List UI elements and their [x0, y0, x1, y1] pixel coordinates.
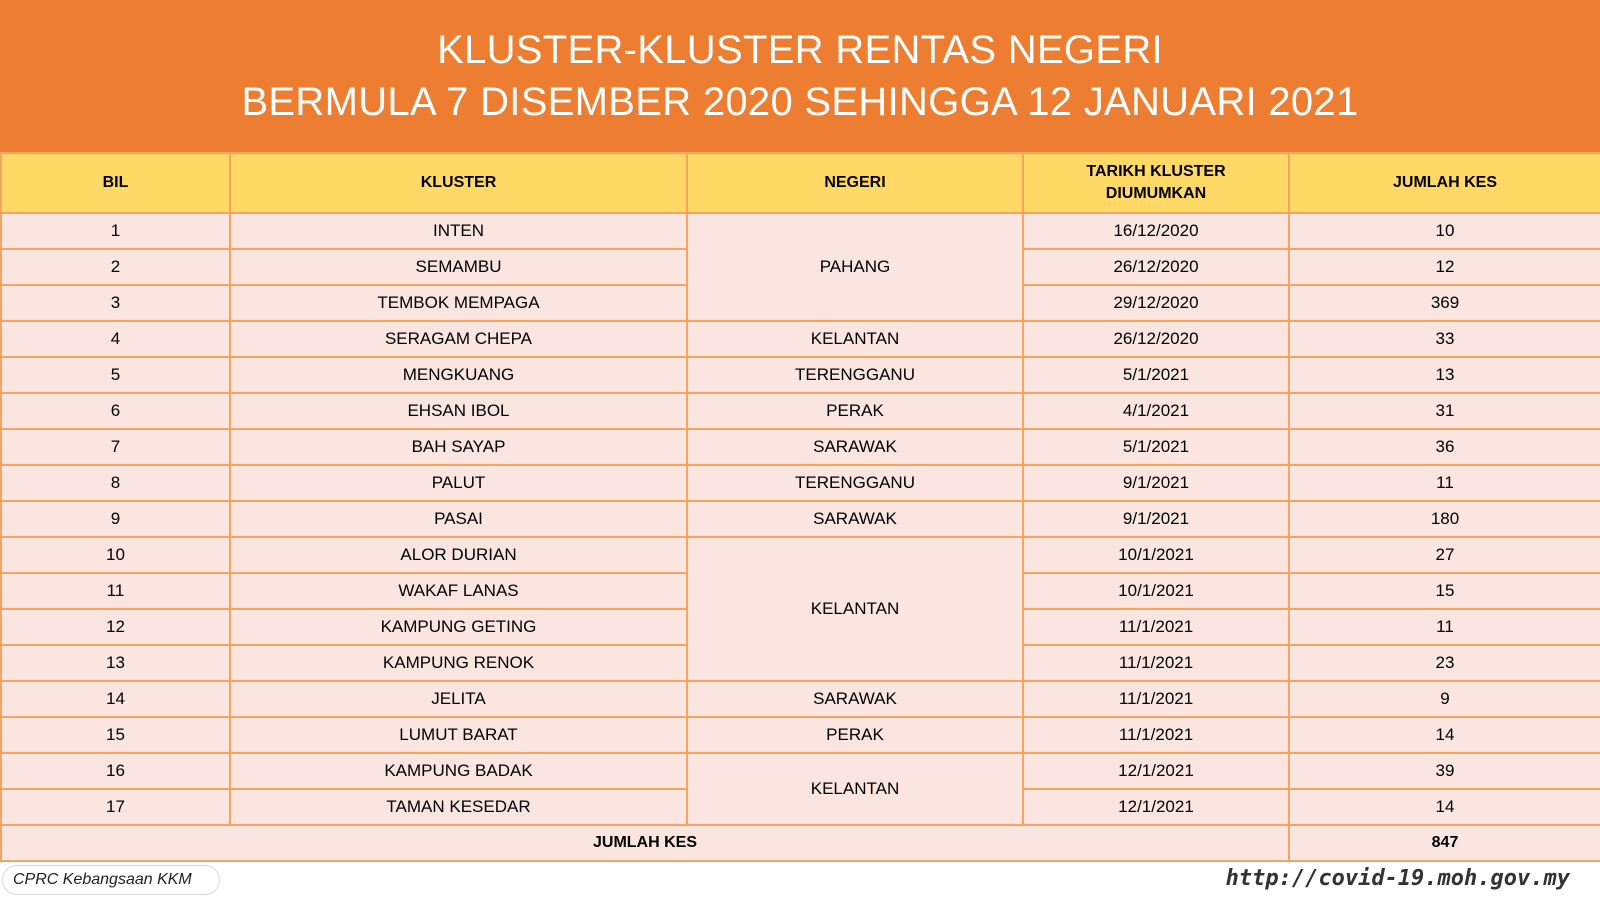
header-negeri: NEGERI — [687, 153, 1023, 213]
cell-tarikh: 9/1/2021 — [1023, 465, 1289, 501]
total-value: 847 — [1289, 825, 1600, 861]
table-row — [1, 465, 1600, 501]
cell-bil: 12 — [1, 609, 230, 645]
cell-tarikh: 11/1/2021 — [1023, 717, 1289, 753]
cell-bil: 17 — [1, 789, 230, 825]
cell-kluster: KAMPUNG RENOK — [230, 645, 687, 681]
cell-kluster: LUMUT BARAT — [230, 717, 687, 753]
cell-tarikh: 29/12/2020 — [1023, 285, 1289, 321]
cell-bil: 11 — [1, 573, 230, 609]
cell-bil: 6 — [1, 393, 230, 429]
cell-negeri: SARAWAK — [687, 681, 1023, 717]
table-row — [1, 717, 1600, 753]
cell-kluster: MENGKUANG — [230, 357, 687, 393]
title-line-1: KLUSTER-KLUSTER RENTAS NEGERI — [437, 28, 1163, 72]
cell-kluster: ALOR DURIAN — [230, 537, 687, 573]
cell-bil: 4 — [1, 321, 230, 357]
cell-jumlah-kes: 12 — [1289, 249, 1600, 285]
cell-tarikh: 16/12/2020 — [1023, 213, 1289, 249]
cell-tarikh: 11/1/2021 — [1023, 645, 1289, 681]
cell-kluster: PALUT — [230, 465, 687, 501]
cell-jumlah-kes: 33 — [1289, 321, 1600, 357]
cell-tarikh: 5/1/2021 — [1023, 429, 1289, 465]
header-kluster: KLUSTER — [230, 153, 687, 213]
cell-kluster: SEMAMBU — [230, 249, 687, 285]
cell-bil: 15 — [1, 717, 230, 753]
cell-bil: 7 — [1, 429, 230, 465]
cell-jumlah-kes: 10 — [1289, 213, 1600, 249]
cell-tarikh: 26/12/2020 — [1023, 321, 1289, 357]
header-jumlah: JUMLAH KES — [1289, 153, 1600, 213]
cell-kluster: KAMPUNG GETING — [230, 609, 687, 645]
cell-jumlah-kes: 14 — [1289, 789, 1600, 825]
table-row — [1, 213, 1600, 249]
cell-bil: 9 — [1, 501, 230, 537]
cell-bil: 8 — [1, 465, 230, 501]
cell-negeri: KELANTAN — [687, 537, 1023, 681]
cell-jumlah-kes: 13 — [1289, 357, 1600, 393]
cell-jumlah-kes: 23 — [1289, 645, 1600, 681]
cell-jumlah-kes: 39 — [1289, 753, 1600, 789]
cell-negeri: PERAK — [687, 393, 1023, 429]
cell-bil: 10 — [1, 537, 230, 573]
table-header-row — [1, 153, 1600, 213]
cell-negeri: SARAWAK — [687, 429, 1023, 465]
header-tarikh-line-1: TARIKH KLUSTER — [1086, 163, 1226, 180]
table-row — [1, 393, 1600, 429]
cell-bil: 3 — [1, 285, 230, 321]
table-row — [1, 681, 1600, 717]
cell-kluster: JELITA — [230, 681, 687, 717]
header-bil: BIL — [1, 153, 230, 213]
cell-tarikh: 11/1/2021 — [1023, 609, 1289, 645]
title-line-2: BERMULA 7 DISEMBER 2020 SEHINGGA 12 JANUARI 2021 — [241, 80, 1359, 124]
title-banner — [0, 0, 1600, 152]
cell-kluster: TEMBOK MEMPAGA — [230, 285, 687, 321]
cell-tarikh: 12/1/2021 — [1023, 789, 1289, 825]
table-row — [1, 501, 1600, 537]
header-tarikh — [1023, 153, 1289, 213]
cell-negeri: TERENGGANU — [687, 357, 1023, 393]
cell-jumlah-kes: 180 — [1289, 501, 1600, 537]
table-row — [1, 357, 1600, 393]
cell-kluster: WAKAF LANAS — [230, 573, 687, 609]
cell-negeri: TERENGGANU — [687, 465, 1023, 501]
cell-negeri: SARAWAK — [687, 501, 1023, 537]
cell-kluster: BAH SAYAP — [230, 429, 687, 465]
cell-tarikh: 10/1/2021 — [1023, 573, 1289, 609]
cell-tarikh: 5/1/2021 — [1023, 357, 1289, 393]
cell-kluster: EHSAN IBOL — [230, 393, 687, 429]
cell-negeri: KELANTAN — [687, 753, 1023, 825]
table-row — [1, 429, 1600, 465]
cell-tarikh: 26/12/2020 — [1023, 249, 1289, 285]
total-row — [1, 825, 1600, 861]
table-row — [1, 537, 1600, 573]
source-label: CPRC Kebangsaan KKM — [2, 865, 220, 895]
cell-tarikh: 4/1/2021 — [1023, 393, 1289, 429]
cell-tarikh: 9/1/2021 — [1023, 501, 1289, 537]
cell-bil: 16 — [1, 753, 230, 789]
cell-jumlah-kes: 369 — [1289, 285, 1600, 321]
cell-jumlah-kes: 31 — [1289, 393, 1600, 429]
cell-tarikh: 12/1/2021 — [1023, 753, 1289, 789]
header-tarikh-line-2: DIUMUMKAN — [1105, 185, 1207, 202]
table-body — [1, 213, 1600, 825]
total-label: JUMLAH KES — [1, 825, 1289, 861]
cell-tarikh: 10/1/2021 — [1023, 537, 1289, 573]
cell-jumlah-kes: 11 — [1289, 609, 1600, 645]
cell-kluster: TAMAN KESEDAR — [230, 789, 687, 825]
cell-negeri: PERAK — [687, 717, 1023, 753]
cell-jumlah-kes: 27 — [1289, 537, 1600, 573]
cell-bil: 2 — [1, 249, 230, 285]
cell-kluster: SERAGAM CHEPA — [230, 321, 687, 357]
cell-kluster: PASAI — [230, 501, 687, 537]
cell-kluster: INTEN — [230, 213, 687, 249]
cell-jumlah-kes: 11 — [1289, 465, 1600, 501]
cell-bil: 1 — [1, 213, 230, 249]
table-row — [1, 753, 1600, 789]
cell-jumlah-kes: 14 — [1289, 717, 1600, 753]
cell-tarikh: 11/1/2021 — [1023, 681, 1289, 717]
cell-bil: 5 — [1, 357, 230, 393]
cluster-table — [0, 152, 1600, 862]
website-url: http://covid-19.moh.gov.my — [1225, 866, 1570, 891]
cell-negeri: KELANTAN — [687, 321, 1023, 357]
cell-bil: 13 — [1, 645, 230, 681]
table-row — [1, 321, 1600, 357]
cell-negeri: PAHANG — [687, 213, 1023, 321]
cell-jumlah-kes: 15 — [1289, 573, 1600, 609]
cell-bil: 14 — [1, 681, 230, 717]
cell-jumlah-kes: 36 — [1289, 429, 1600, 465]
cell-jumlah-kes: 9 — [1289, 681, 1600, 717]
cell-kluster: KAMPUNG BADAK — [230, 753, 687, 789]
